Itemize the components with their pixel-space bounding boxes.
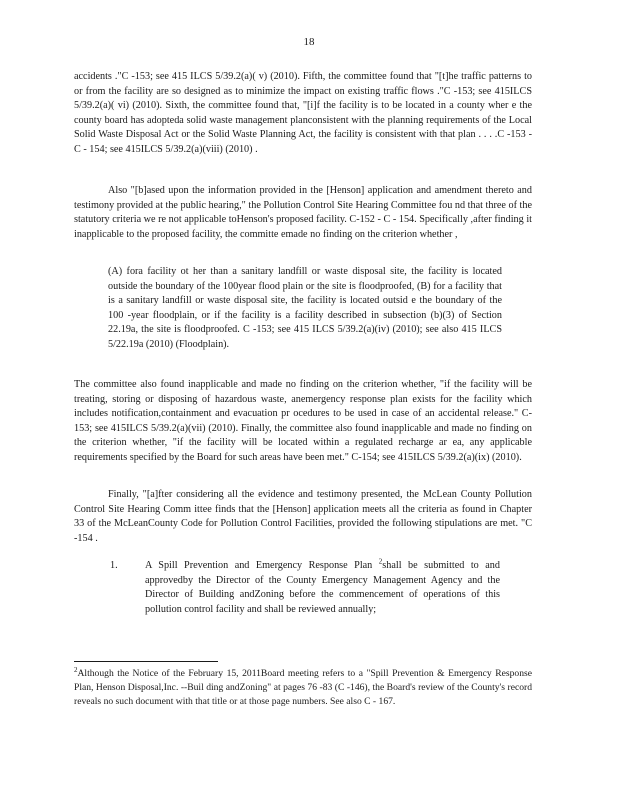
paragraph-stipulations-intro: Finally, "[a]fter considering all the evidence and testimony presented, the McLean County Pollution Control Site Hearing Comm ittee finds that the [Henson] application meets all the criteria as found in Chapter 33 of the McLeanCounty Code for Pollution Control Facilities, provided the following stipulations are met. "C -154 . xyxy=(74,489,532,544)
paragraph-criteria-five-to-eight: accidents ."C -153; see 415 ILCS 5/39.2(a)( v) (2010). Fifth, the committee found that "[t]he traffic patterns to or from the facility are so designed as to minimize the impact on existing traffic flows ."C -153; see 415ILCS 5/39.2(a)( vi) (2010). Sixth, the committee found that, "[i]f the facility is to be located in a county wher e the county board has adopteda solid waste management planconsistent with the planning requirements of the Local Solid Waste Disposal Act or the Solid Waste Planning Act, the facility is consistent with that plan . . . .C -153 - C - 154; see 415ILCS 5/39.2(a)(viii) (2010) . xyxy=(74,71,532,155)
blockquote-floodplain-criterion: (A) fora facility ot her than a sanitary landfill or waste disposal site, the facility is located outside the boundary of the 100year flood plain or the site is floodproofed, (B) for a facility that is a sanitary landfill or waste disposal site, the facility is located outsid e the boundary of the 100 -year floodplain, or if the facility is a facility described in subsection (b)(3) of Section 22.19a, the site is floodproofed. C -153; see 415 ILCS 5/39.2(a)(iv) (2010); see also 415 ILCS 5/22.19a (2010) (Floodplain). xyxy=(108,266,502,350)
list-item-number: 1. xyxy=(110,560,118,571)
list-item-text-after-note: shall be submitted to and approvedby the Director of the County Emergency Management Agency and the Director of Building andZoning before the commencement of operations of this pollution control facility and shall be reviewed annually; xyxy=(145,560,500,615)
footnote-mark: 2 xyxy=(74,665,78,674)
page-number: 18 xyxy=(303,36,315,48)
list-item-text-before-note: A Spill Prevention and Emergency Response Plan xyxy=(145,560,379,571)
footnote-reference[interactable]: 2 xyxy=(378,557,383,566)
paragraph-inapplicable-criteria: Also "[b]ased upon the information provided in the [Henson] application and amendment thereto and testimony provided at the public hearing," the Pollution Control Site Hearing Committee fou nd that three of the statutory criteria we re not applicable toHenson's proposed facility. C-152 - C - 154. Specifically ,after finding it inapplicable to the proposed facility, the committe emade no finding on the criterion whether , xyxy=(74,185,532,240)
footnote-text: Although the Notice of the February 15, 2011Board meeting refers to a "Spill Prevention & Emergency Response Plan, Henson Disposal,Inc. --Buil ding andZoning" at pages 76 -83 (C -146), the Board's review of the County's record reveals no such document with that title or at those page numbers. See also C - 167. xyxy=(74,668,532,707)
footnote xyxy=(74,667,532,709)
paragraph-emergency-and-recharge: The committee also found inapplicable and made no finding on the criterion whether, "if the facility will be treating, storing or disposing of hazardous waste, anemergency response plan exists for the facility which includes notification,containment and evacuation pr ocedures to be used in case of an accidental release." C-153; see 415ILCS 5/39.2(a)(vii) (2010). Finally, the committee also found inapplicable and made no finding on the criterion whether, "if the facility will be located within a regulated recharge ar ea, any applicable requirements specified by the Board for such areas have been met." C-154; see 415ILCS 5/39.2(a)(ix) (2010). xyxy=(74,379,532,463)
footnote-divider xyxy=(74,661,218,662)
list-item-text xyxy=(145,559,500,617)
